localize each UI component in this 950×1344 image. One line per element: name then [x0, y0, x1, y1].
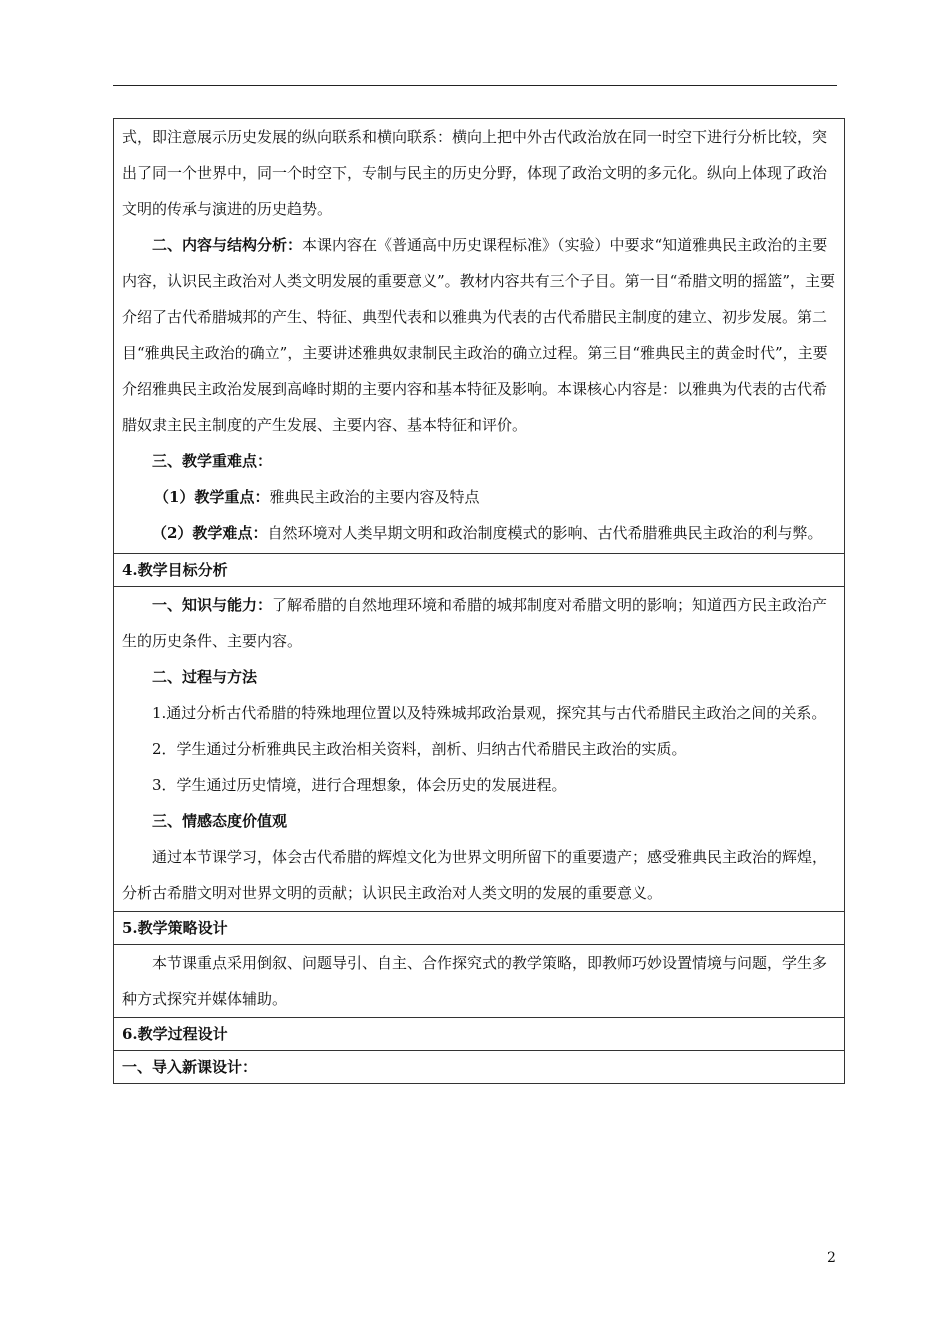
header-rule — [113, 85, 837, 86]
difficult-point-label: （2）教学难点： — [152, 524, 268, 542]
content-structure-paragraph — [122, 227, 836, 443]
strategy-cell — [114, 945, 845, 1018]
key-point-line — [122, 479, 836, 515]
knowledge-text: 了解希腊的自然地理环境和希腊的城邦制度对希腊文明的影响；知道西方民主政治产生的历史条件、主要内容。 — [122, 596, 828, 650]
difficult-point-line — [122, 515, 836, 551]
section-6-heading: 6.教学过程设计 — [114, 1018, 845, 1051]
strategy-paragraph: 本节课重点采用倒叙、问题导引、自主、合作探究式的教学策略，即教师巧妙设置情境与问题，学生多种方式探究并媒体辅助。 — [122, 954, 828, 1008]
objectives-cell — [114, 587, 845, 912]
difficult-point-text: 自然环境对人类早期文明和政治制度模式的影响、古代希腊雅典民主政治的利与弊。 — [267, 524, 823, 542]
key-point-label: （1）教学重点： — [154, 488, 270, 506]
key-point-text: 雅典民主政治的主要内容及特点 — [269, 488, 480, 506]
content-structure-text: 本课内容在《普通高中历史课程标准》（实验）中要求“知道雅典民主政治的主要内容，认识民主政治对人类文明发展的重要意义”。教材内容共有三个子目。第一目“希腊文明的摇篮”，主要介绍了古代希腊城邦的产生、特征、典型代表和以雅典为代表的古代希腊民主制度的建立、初步发展。第二目“雅典民主政治的确立”，主要讲述雅典奴隶制民主政治的确立过程。第三目“雅典民主的黄金时代”，主要介绍雅典民主政治发展到高峰时期的主要内容和基本特征及影响。本课核心内容是：以雅典为代表的古代希腊奴隶主民主制度的产生发展、主要内容、基本特征和评价。 — [122, 236, 836, 434]
continuation-paragraph: 式，即注意展示历史发展的纵向联系和横向联系：横向上把中外古代政治放在同一时空下进行分析比较，突出了同一个世界中，同一个时空下，专制与民主的历史分野，体现了政治文明的多元化。纵向上体现了政治文明的传承与演进的历史趋势。 — [122, 128, 828, 218]
content-structure-cell — [114, 119, 845, 554]
knowledge-paragraph — [122, 587, 836, 659]
table-row — [114, 945, 845, 1018]
emotion-paragraph: 通过本节课学习，体会古代希腊的辉煌文化为世界文明所留下的重要遗产；感受雅典民主政治的辉煌，分析古希腊文明对世界文明的贡献；认识民主政治对人类文明的发展的重要意义。 — [122, 848, 828, 902]
key-difficult-heading: 三、教学重难点： — [152, 452, 273, 470]
table-row — [114, 1018, 845, 1051]
process-item: 2．学生通过分析雅典民主政治相关资料，剖析、归纳古代希腊民主政治的实质。 — [152, 740, 687, 758]
table-row — [114, 119, 845, 554]
table-row — [114, 554, 845, 587]
section-5-heading: 5.教学策略设计 — [114, 912, 845, 945]
intro-design-heading: 一、导入新课设计： — [114, 1051, 845, 1084]
section-4-heading: 4.教学目标分析 — [114, 554, 845, 587]
table-row — [114, 912, 845, 945]
content-structure-label: 二、内容与结构分析： — [152, 236, 303, 254]
table-row — [114, 587, 845, 912]
process-heading: 二、过程与方法 — [152, 668, 258, 686]
page-number: 2 — [827, 1250, 836, 1266]
lesson-plan-table — [113, 118, 845, 1084]
table-row — [114, 1051, 845, 1084]
process-item: 1.通过分析古代希腊的特殊地理位置以及特殊城邦政治景观，探究其与古代希腊民主政治之间的关系。 — [152, 704, 827, 722]
knowledge-label: 一、知识与能力： — [152, 596, 273, 614]
emotion-heading: 三、情感态度价值观 — [152, 812, 288, 830]
process-item: 3．学生通过历史情境，进行合理想象，体会历史的发展进程。 — [152, 776, 567, 794]
